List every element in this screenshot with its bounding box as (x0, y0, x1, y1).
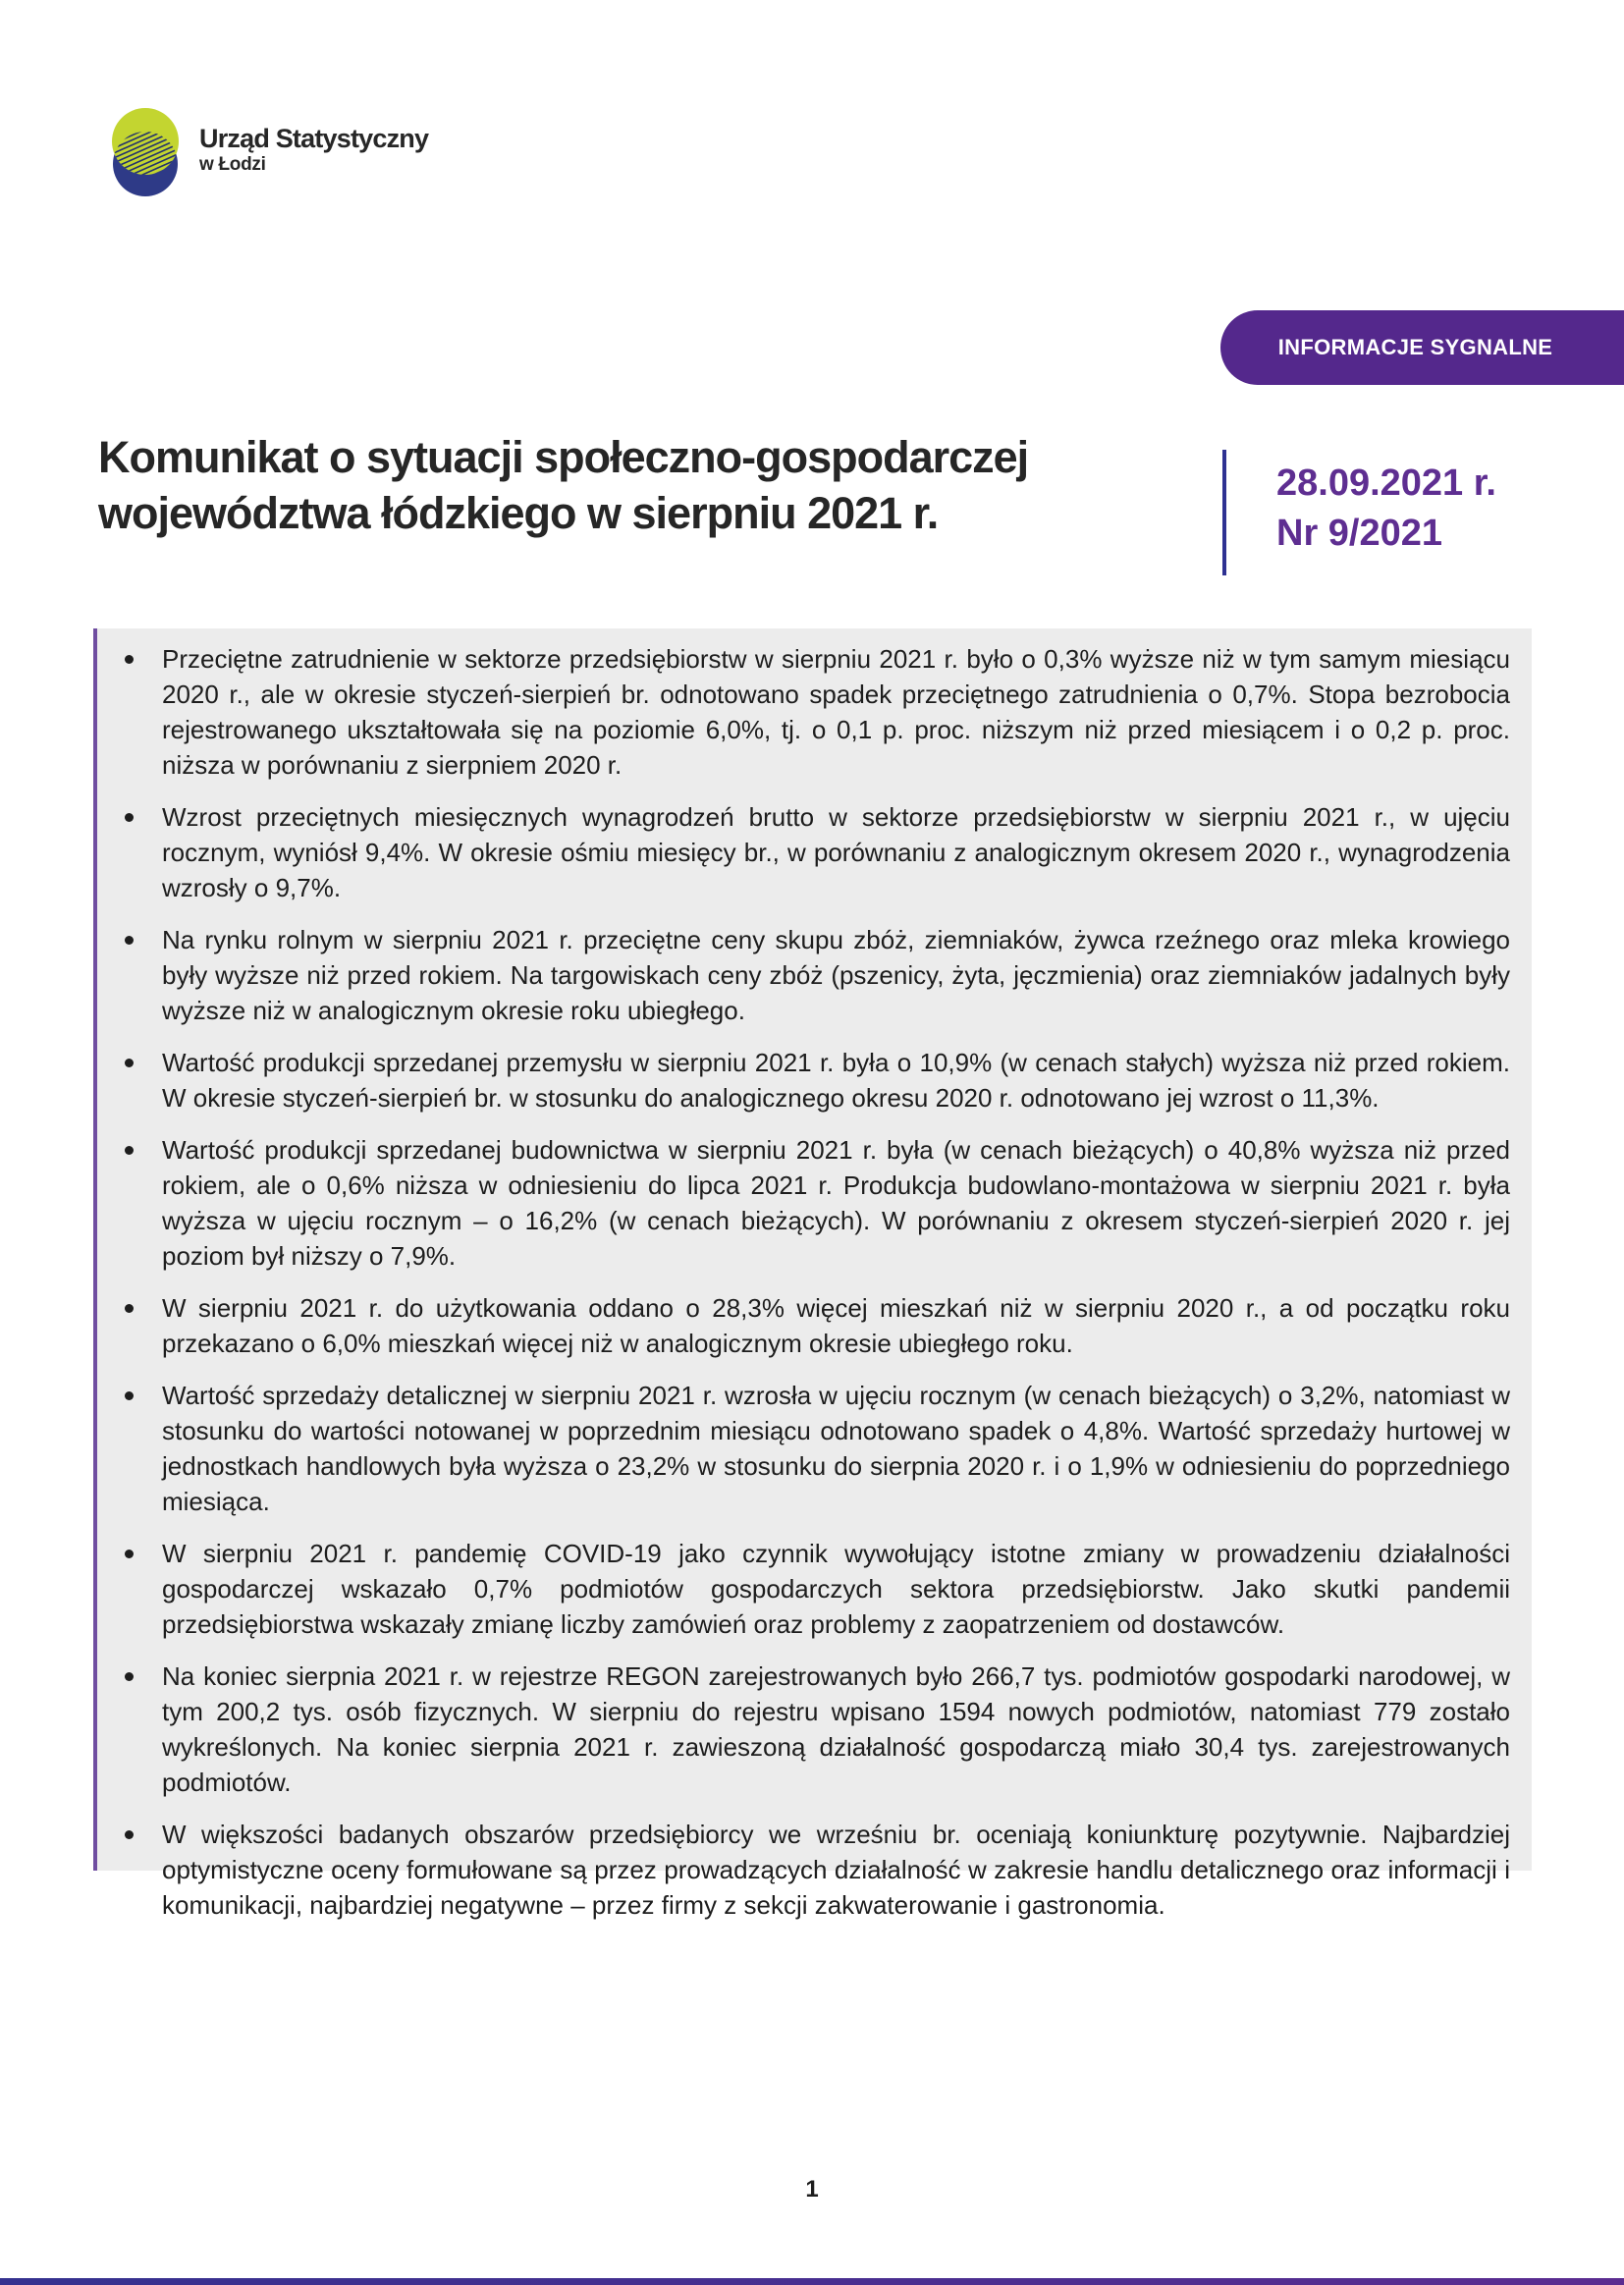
bullet-text: Na rynku rolnym w sierpniu 2021 r. przeciętne ceny skupu zbóż, ziemniaków, żywca rzeźnego oraz mleka krowiego były wyższe niż przed rokiem. Na targowiskach ceny zbóż (pszenicy, żyta, jęczmienia) oraz ziemniaków jadalnych były wyższe niż w analogicznym okresie roku ubiegłego. (162, 925, 1510, 1025)
issue-date: 28.09.2021 r. (1276, 462, 1496, 504)
page-title-line1: Komunikat o sytuacji społeczno-gospodarczej (98, 432, 1029, 482)
page-number: 1 (805, 2176, 819, 2203)
bullet-text: W sierpniu 2021 r. do użytkowania oddano o 28,3% więcej mieszkań niż w sierpniu 2020 r., a od początku roku przekazano o 6,0% mieszkań więcej niż w analogicznym okresie ubiegłego roku. (162, 1293, 1510, 1358)
bullet-item (97, 1659, 1510, 1800)
bullet-text: Przeciętne zatrudnienie w sektorze przedsiębiorstw w sierpniu 2021 r. było o 0,3% wyższe niż w tym samym miesiącu 2020 r., ale w okresie styczeń-sierpień br. odnotowano spadek przeciętnego zatrudnienia o 0,7%. Stopa bezrobocia rejestrowanego ukształtowała się na poziomie 6,0%, tj. o 0,1 p. proc. niższym niż przed miesiącem i o 0,2 p. proc. niższa w porównaniu z sierpniem 2020 r. (162, 644, 1510, 780)
bullet-dot-icon (125, 813, 134, 822)
bullet-dot-icon (125, 1146, 134, 1155)
bullet-item (97, 641, 1510, 783)
page-title-line2: województwa łódzkiego w sierpniu 2021 r. (98, 488, 939, 538)
bullet-text: Wzrost przeciętnych miesięcznych wynagrodzeń brutto w sektorze przedsiębiorstw w sierpniu 2021 r., w ujęciu rocznym, wyniósł 9,4%. W okresie ośmiu miesięcy br., w porównaniu z analogicznym okresem 2020 r., wynagrodzenia wzrosły o 9,7%. (162, 802, 1510, 902)
bullet-dot-icon (125, 1059, 134, 1067)
bullet-item (97, 799, 1510, 905)
bullet-dot-icon (125, 1672, 134, 1681)
org-logo-text (199, 124, 428, 176)
bullet-dot-icon (125, 1391, 134, 1400)
bullet-item (97, 1378, 1510, 1519)
bullet-item (97, 1817, 1510, 1923)
bullet-dot-icon (125, 936, 134, 945)
bullet-dot-icon (125, 655, 134, 664)
bullet-item (97, 1290, 1510, 1361)
badge-label: INFORMACJE SYGNALNE (1277, 335, 1553, 359)
org-logo (108, 102, 428, 200)
bullet-dot-icon (125, 1830, 134, 1839)
bullet-text: W większości badanych obszarów przedsiębiorcy we wrześniu br. oceniają koniunkturę pozytywnie. Najbardziej optymistyczne oceny formułowane są przez prowadzących działalność w zakresie handlu detalicznego oraz informacji i komunikacji, najbardziej negatywne – przez firmy z sekcji zakwaterowanie i gastronomia. (162, 1820, 1510, 1920)
signal-information-badge (1220, 310, 1624, 385)
issue-number: Nr 9/2021 (1276, 513, 1443, 554)
summary-bullet-list (97, 641, 1510, 1923)
bullet-item (97, 922, 1510, 1028)
bullet-dot-icon (125, 1304, 134, 1313)
bullet-dot-icon (125, 1550, 134, 1558)
bullet-text: Wartość produkcji sprzedanej przemysłu w sierpniu 2021 r. była o 10,9% (w cenach stałych) wyższa niż przed rokiem. W okresie styczeń-sierpień br. w stosunku do analogicznego okresu 2020 r. odnotowano jej wzrost o 11,3%. (162, 1048, 1510, 1113)
bullet-text: W sierpniu 2021 r. pandemię COVID-19 jako czynnik wywołujący istotne zmiany w prowadzeniu działalności gospodarczej wskazało 0,7% podmiotów gospodarczych sektora przedsiębiorstw. Jako skutki pandemii przedsiębiorstwa wskazały zmianę liczby zamówień oraz problemy z zaopatrzeniem od dostawców. (162, 1539, 1510, 1639)
bullet-text: Wartość sprzedaży detalicznej w sierpniu 2021 r. wzrosła w ujęciu rocznym (w cenach bieżących) o 3,2%, natomiast w stosunku do wartości notowanej w poprzednim miesiącu odnotowano spadek o 4,8%. Wartość sprzedaży hurtowej w jednostkach handlowych była wyższa o 23,2% w stosunku do sierpnia 2020 r. i o 1,9% w odniesieniu do poprzedniego miesiąca. (162, 1381, 1510, 1516)
page-title (98, 429, 1227, 541)
bullet-text: Wartość produkcji sprzedanej budownictwa w sierpniu 2021 r. była (w cenach bieżących) o 40,8% wyższa niż przed rokiem, ale o 0,6% niższa w odniesieniu do lipca 2021 r. Produkcja budowlano-montażowa w sierpniu 2021 r. była wyższa w ujęciu rocznym – o 16,2% (w cenach bieżących). W porównaniu z okresem styczeń-sierpień 2020 r. jej poziom był niższy o 7,9%. (162, 1135, 1510, 1271)
bullet-text: Na koniec sierpnia 2021 r. w rejestrze REGON zarejestrowanych było 266,7 tys. podmiotów gospodarki narodowej, w tym 200,2 tys. osób fizycznych. W sierpniu do rejestru wpisano 1594 nowych podmiotów, natomiast 779 zostało wykreślonych. Na koniec sierpnia 2021 r. zawieszoną działalność gospodarczą miało 30,4 tys. zarejestrowanych podmiotów. (162, 1661, 1510, 1797)
issue-info (1276, 459, 1496, 559)
org-name: Urząd Statystyczny (199, 124, 429, 153)
bullet-item (97, 1132, 1510, 1274)
bullet-item (97, 1536, 1510, 1642)
org-location: w Łodzi (199, 154, 266, 175)
footer-accent-bar (0, 2278, 1624, 2285)
issue-divider-line (1222, 450, 1226, 575)
summary-box (93, 628, 1532, 1920)
statistical-office-logo-icon (108, 102, 185, 200)
bullet-item (97, 1045, 1510, 1115)
